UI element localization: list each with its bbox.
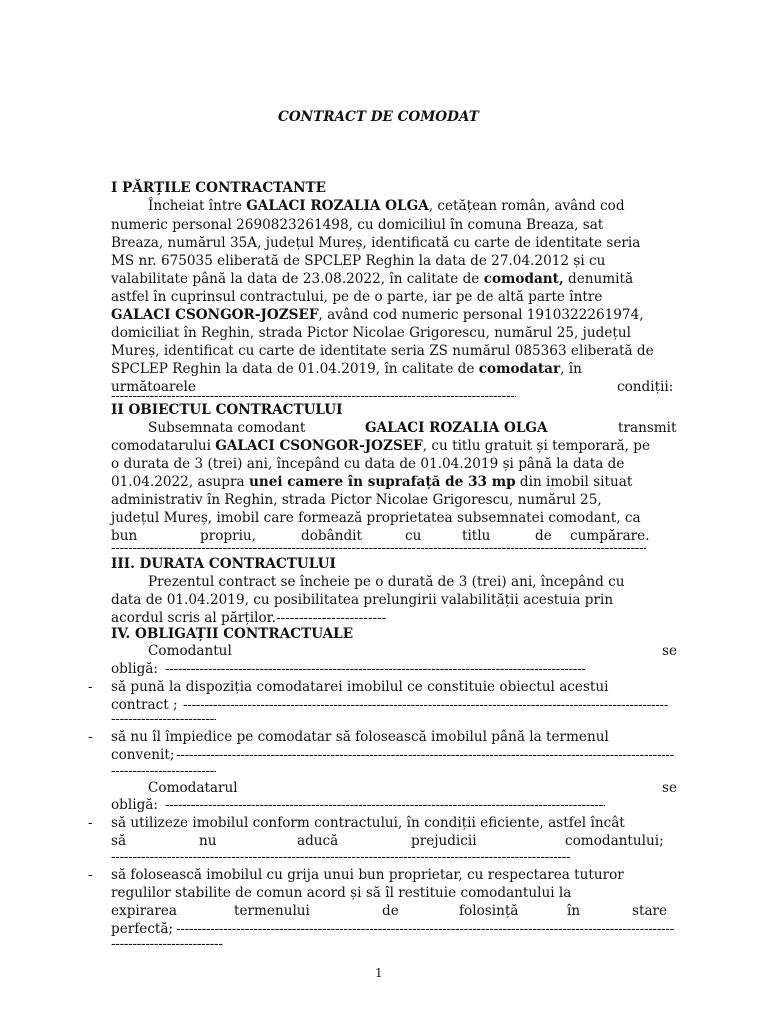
object-line-7-w5: de bbox=[535, 528, 552, 544]
duration-line-1: Prezentul contract se încheie pe o durată de 3 (trei) ani, începând cu bbox=[148, 574, 625, 590]
text: SPCLEP Reghin la data de 01.04.2019, în calitate de bbox=[111, 361, 479, 377]
object-line-3: o durata de 3 (trei) ani, începând cu data de 01.04.2019 și până la data de bbox=[111, 456, 625, 472]
object-line-1b: GALACI ROZALIA OLGA bbox=[365, 420, 548, 436]
object-line-1c: transmit bbox=[618, 420, 677, 436]
comodatar-obligation-1: să utilizeze imobilul conform contractului, în condiții eficiente, astfel încât bbox=[111, 815, 625, 831]
comodant-obligation-1: să pună la dispoziția comodatarei imobilul ce constituie obiectul acestui bbox=[111, 679, 609, 695]
comodant-obliga: obligă: bbox=[111, 661, 158, 677]
separator-line bbox=[111, 710, 216, 728]
separator-line bbox=[165, 796, 605, 814]
separator-line bbox=[165, 660, 585, 678]
object-line-2 bbox=[111, 437, 650, 455]
comodatar-obligation-1b-w1: nu bbox=[199, 833, 217, 849]
object-line-1a: Subsemnata comodant bbox=[148, 420, 306, 436]
parties-line-11-right: condiții: bbox=[617, 379, 674, 395]
text: , cetățean român, având cod bbox=[428, 198, 625, 214]
comodant-obligation-1b: contract ; bbox=[111, 697, 178, 713]
separator-line bbox=[183, 696, 668, 714]
section-heading-obligations: IV. OBLIGAȚII CONTRACTUALE bbox=[111, 626, 354, 642]
separator-line bbox=[111, 935, 223, 953]
text: 01.04.2022, asupra bbox=[111, 474, 249, 490]
separator-line bbox=[111, 762, 216, 780]
duration-line-2: data de 01.04.2019, cu posibilitatea prelungirii valabilității acestuia prin bbox=[111, 592, 614, 608]
party-name-comodant: GALACI ROZALIA OLGA bbox=[246, 198, 429, 214]
text: , în bbox=[560, 361, 582, 377]
text: comodatarului bbox=[111, 438, 216, 454]
object-line-7-w3: cu bbox=[405, 528, 422, 544]
duration-line-3: acordul scris al părților.------------------------ bbox=[111, 610, 387, 626]
text: valabilitate până la data de 23.08.2022, în calitate de bbox=[111, 271, 484, 287]
comodatar-obligation-1b-w4: comodantului; bbox=[565, 833, 664, 849]
parties-line-5 bbox=[111, 270, 633, 288]
object-line-7-w0: bun bbox=[111, 528, 138, 544]
comodatar-obligation-2c-w4: în bbox=[567, 903, 581, 919]
bullet-marker: - bbox=[88, 815, 93, 831]
comodatar-obligation-2c-w3: folosință bbox=[459, 903, 519, 919]
comodatar-label-se: se bbox=[662, 780, 678, 796]
text: denumită bbox=[563, 271, 634, 287]
bullet-marker: - bbox=[88, 679, 93, 695]
section-heading-object: II OBIECTUL CONTRACTULUI bbox=[111, 402, 343, 418]
bullet-marker: - bbox=[88, 729, 93, 745]
parties-line-1 bbox=[148, 197, 625, 215]
comodatar-obligation-2c-w5: stare bbox=[632, 903, 668, 919]
parties-line-8: domiciliat în Reghin, strada Pictor Nicolae Grigorescu, numărul 25, județul bbox=[111, 325, 631, 341]
comodatar-obligation-2c-w1: termenului bbox=[234, 903, 310, 919]
separator-line bbox=[176, 920, 674, 938]
object-line-7-w2: dobândit bbox=[301, 528, 362, 544]
party-name-comodatar: GALACI CSONGOR-JOZSEF bbox=[111, 307, 319, 323]
parties-line-4: MS nr. 675035 eliberată de SPCLEP Reghin la data de 27.04.2012 și cu bbox=[111, 253, 606, 269]
comodatar-obligation-2c-w0: expirarea bbox=[111, 903, 178, 919]
separator-line bbox=[111, 848, 571, 866]
comodant-obligation-2: să nu îl împiedice pe comodatar să folosească imobilul până la termenul bbox=[111, 729, 609, 745]
parties-line-11-left: următoarele bbox=[111, 379, 196, 395]
object-line-7-w4: titlu bbox=[462, 528, 491, 544]
text: din imobil situat bbox=[515, 474, 633, 490]
comodatar-label: Comodatarul bbox=[148, 780, 238, 796]
comodatar-obligation-2d: perfectă; bbox=[111, 921, 174, 937]
page-number: 1 bbox=[375, 966, 383, 980]
comodatar-obligation-1b-w2: aducă bbox=[297, 833, 339, 849]
text: Încheiat între bbox=[148, 198, 247, 214]
role-comodatar: comodatar bbox=[478, 361, 561, 377]
parties-line-6: astfel în cuprinsul contractului, pe de o parte, iar pe de altă parte între bbox=[111, 289, 603, 305]
object-line-7-w1: propriu, bbox=[200, 528, 257, 544]
comodatar-obligation-2b: regulilor stabilite de comun acord și să îl restituie comodantului la bbox=[111, 885, 572, 901]
party-name-comodatar: GALACI CSONGOR-JOZSEF bbox=[215, 438, 423, 454]
section-heading-parties: I PĂRȚILE CONTRACTANTE bbox=[111, 180, 326, 196]
object-line-4 bbox=[111, 473, 632, 491]
comodant-obligation-2b: convenit; bbox=[111, 747, 175, 763]
section-heading-duration: III. DURATA CONTRACTULUI bbox=[111, 556, 336, 572]
object-line-6: județul Mureș, imobil care formează proprietatea subsemnatei comodant, ca bbox=[111, 510, 641, 526]
comodatar-obliga: obligă: bbox=[111, 797, 158, 813]
object-description: unei camere în suprafață de 33 mp bbox=[248, 474, 516, 490]
separator-line bbox=[176, 746, 674, 764]
object-line-7-w6: cumpărare. bbox=[570, 528, 650, 544]
object-line-5: administrativ în Reghin, strada Pictor Nicolae Grigorescu, numărul 25, bbox=[111, 492, 602, 508]
document-title: CONTRACT DE COMODAT bbox=[278, 109, 479, 125]
comodatar-obligation-2: să folosească imobilul cu grija unui bun proprietar, cu respectarea tuturor bbox=[111, 867, 624, 883]
text: , cu titlu gratuit și temporară, pe bbox=[422, 438, 650, 454]
role-comodant: comodant, bbox=[483, 271, 564, 287]
parties-line-10 bbox=[111, 360, 582, 378]
parties-line-7 bbox=[111, 306, 644, 324]
comodant-label-se: se bbox=[662, 643, 678, 659]
comodatar-obligation-1b-w3: prejudicii bbox=[411, 833, 477, 849]
parties-line-3: Breaza, numărul 35A, județul Mureș, identificată cu carte de identitate seria bbox=[111, 235, 641, 251]
bullet-marker: - bbox=[88, 867, 93, 883]
parties-line-9: Mureș, identificat cu carte de identitate seria ZS numărul 085363 eliberată de bbox=[111, 343, 654, 359]
comodatar-obligation-2c-w2: de bbox=[382, 903, 399, 919]
comodant-label: Comodantul bbox=[148, 643, 232, 659]
text: , având cod numeric personal 1910322261974, bbox=[318, 307, 644, 323]
parties-line-2: numeric personal 2690823261498, cu domiciliul în comuna Breaza, sat bbox=[111, 217, 604, 233]
comodatar-obligation-1b-w0: să bbox=[111, 833, 127, 849]
